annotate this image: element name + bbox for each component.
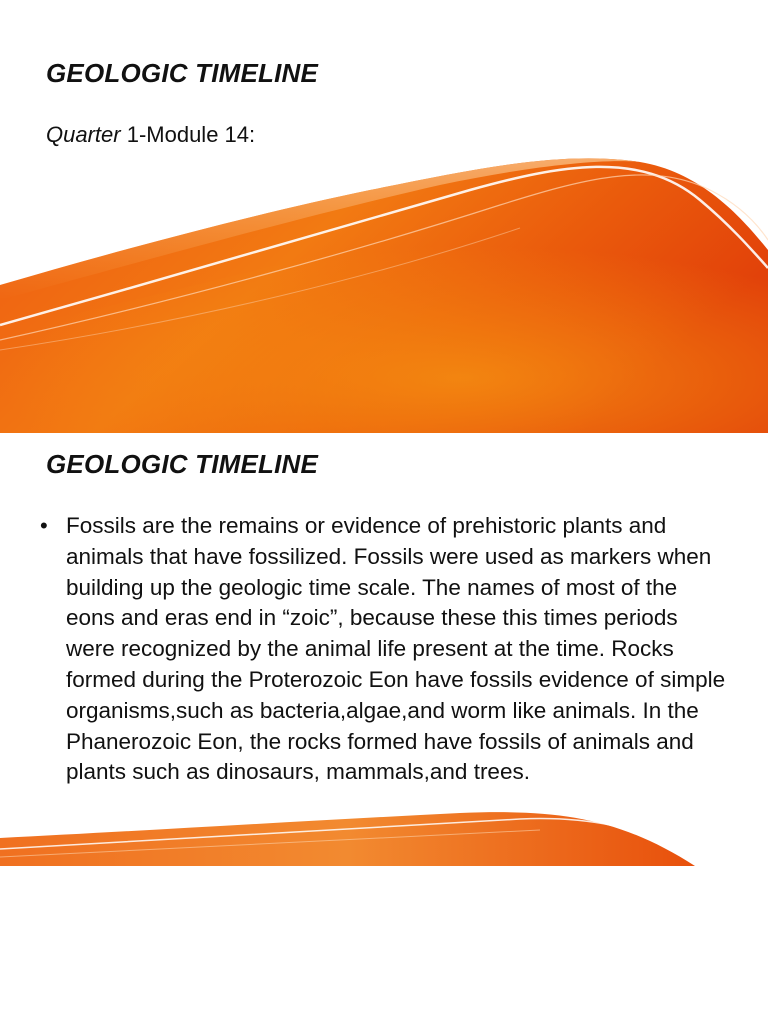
title-slide <box>0 0 768 433</box>
content-slide <box>0 433 768 866</box>
bullet-text: Fossils are the remains or evidence of prehistoric plants and animals that have fossilized. Fossils were used as markers when building up the geologic time scale. The names of most of the eons and eras end in “zoic”, because these this times periods were recognized by the animal life present at the time. Rocks formed during the Proterozoic Eon have fossils evidence of simple organisms,such as bacteria,algae,and worm like animals. In the Phanerozoic Eon, the rocks formed have fossils of animals and plants such as dinosaurs, mammals,and trees. <box>66 513 726 785</box>
slide-title: GEOLOGIC TIMELINE <box>46 58 319 88</box>
bullet-item <box>40 511 730 788</box>
slide-subtitle <box>46 122 255 148</box>
bullet-list <box>40 511 730 788</box>
subtitle-rest: 1-Module 14: <box>120 122 256 147</box>
slide-title: GEOLOGIC TIMELINE <box>46 449 319 479</box>
bullet-icon: • <box>40 513 48 538</box>
subtitle-italic: Quarter <box>46 122 121 147</box>
